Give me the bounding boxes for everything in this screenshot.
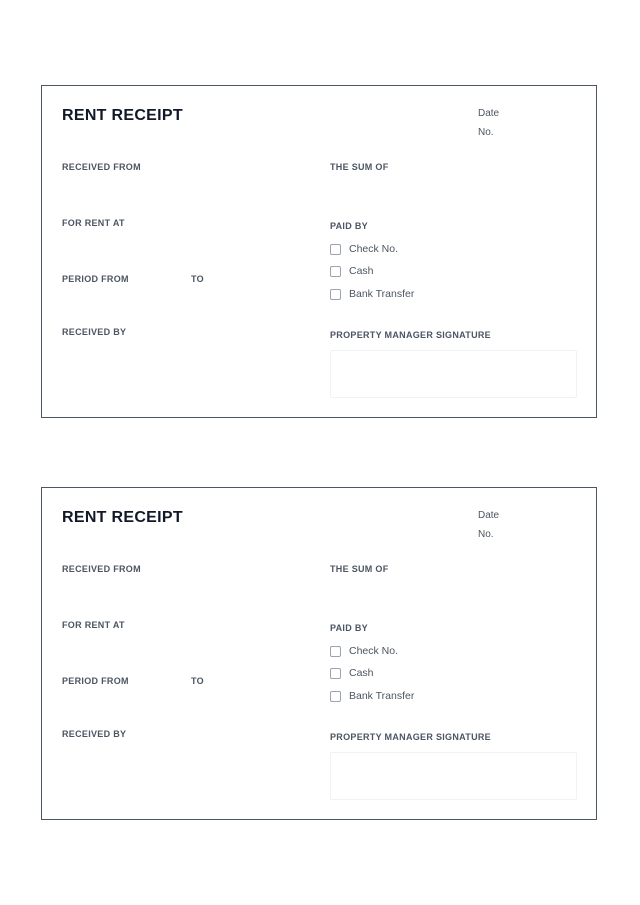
period-to-label: TO (191, 676, 204, 686)
cash-checkbox[interactable] (330, 266, 341, 277)
for-rent-at-label: FOR RENT AT (62, 620, 125, 630)
payment-option-bank-transfer[interactable] (330, 690, 414, 702)
signature-box[interactable] (330, 752, 577, 800)
paid-by-label: PAID BY (330, 221, 368, 231)
sum-of-label: THE SUM OF (330, 162, 389, 172)
date-label: Date (478, 510, 500, 521)
payment-option-bank-transfer[interactable] (330, 288, 414, 300)
rent-receipt-1 (41, 85, 597, 418)
check-no-checkbox[interactable] (330, 646, 341, 657)
check-no-label: Check No. (349, 645, 399, 657)
receipt-title: RENT RECEIPT (62, 509, 183, 526)
bank-transfer-label: Bank Transfer (349, 690, 415, 702)
date-label: Date (478, 108, 500, 119)
cash-label: Cash (349, 667, 374, 679)
received-from-label: RECEIVED FROM (62, 162, 141, 172)
payment-option-check[interactable] (330, 243, 398, 255)
signature-box[interactable] (330, 350, 577, 398)
for-rent-at-label: FOR RENT AT (62, 218, 125, 228)
payment-option-cash[interactable] (330, 265, 374, 277)
sum-of-label: THE SUM OF (330, 564, 389, 574)
bank-transfer-checkbox[interactable] (330, 691, 341, 702)
payment-option-cash[interactable] (330, 667, 374, 679)
receipt-title: RENT RECEIPT (62, 107, 183, 124)
payment-option-check[interactable] (330, 645, 398, 657)
received-by-label: RECEIVED BY (62, 327, 127, 337)
received-from-label: RECEIVED FROM (62, 564, 141, 574)
cash-checkbox[interactable] (330, 668, 341, 679)
receipt-number-label: No. (478, 127, 494, 138)
period-to-label: TO (191, 274, 204, 284)
period-from-label: PERIOD FROM (62, 274, 129, 284)
received-by-label: RECEIVED BY (62, 729, 127, 739)
receipt-number-label: No. (478, 529, 494, 540)
cash-label: Cash (349, 265, 374, 277)
signature-label: PROPERTY MANAGER SIGNATURE (330, 330, 491, 340)
rent-receipt-2 (41, 487, 597, 820)
bank-transfer-label: Bank Transfer (349, 288, 415, 300)
period-from-label: PERIOD FROM (62, 676, 129, 686)
check-no-label: Check No. (349, 243, 399, 255)
paid-by-label: PAID BY (330, 623, 368, 633)
signature-label: PROPERTY MANAGER SIGNATURE (330, 732, 491, 742)
check-no-checkbox[interactable] (330, 244, 341, 255)
bank-transfer-checkbox[interactable] (330, 289, 341, 300)
